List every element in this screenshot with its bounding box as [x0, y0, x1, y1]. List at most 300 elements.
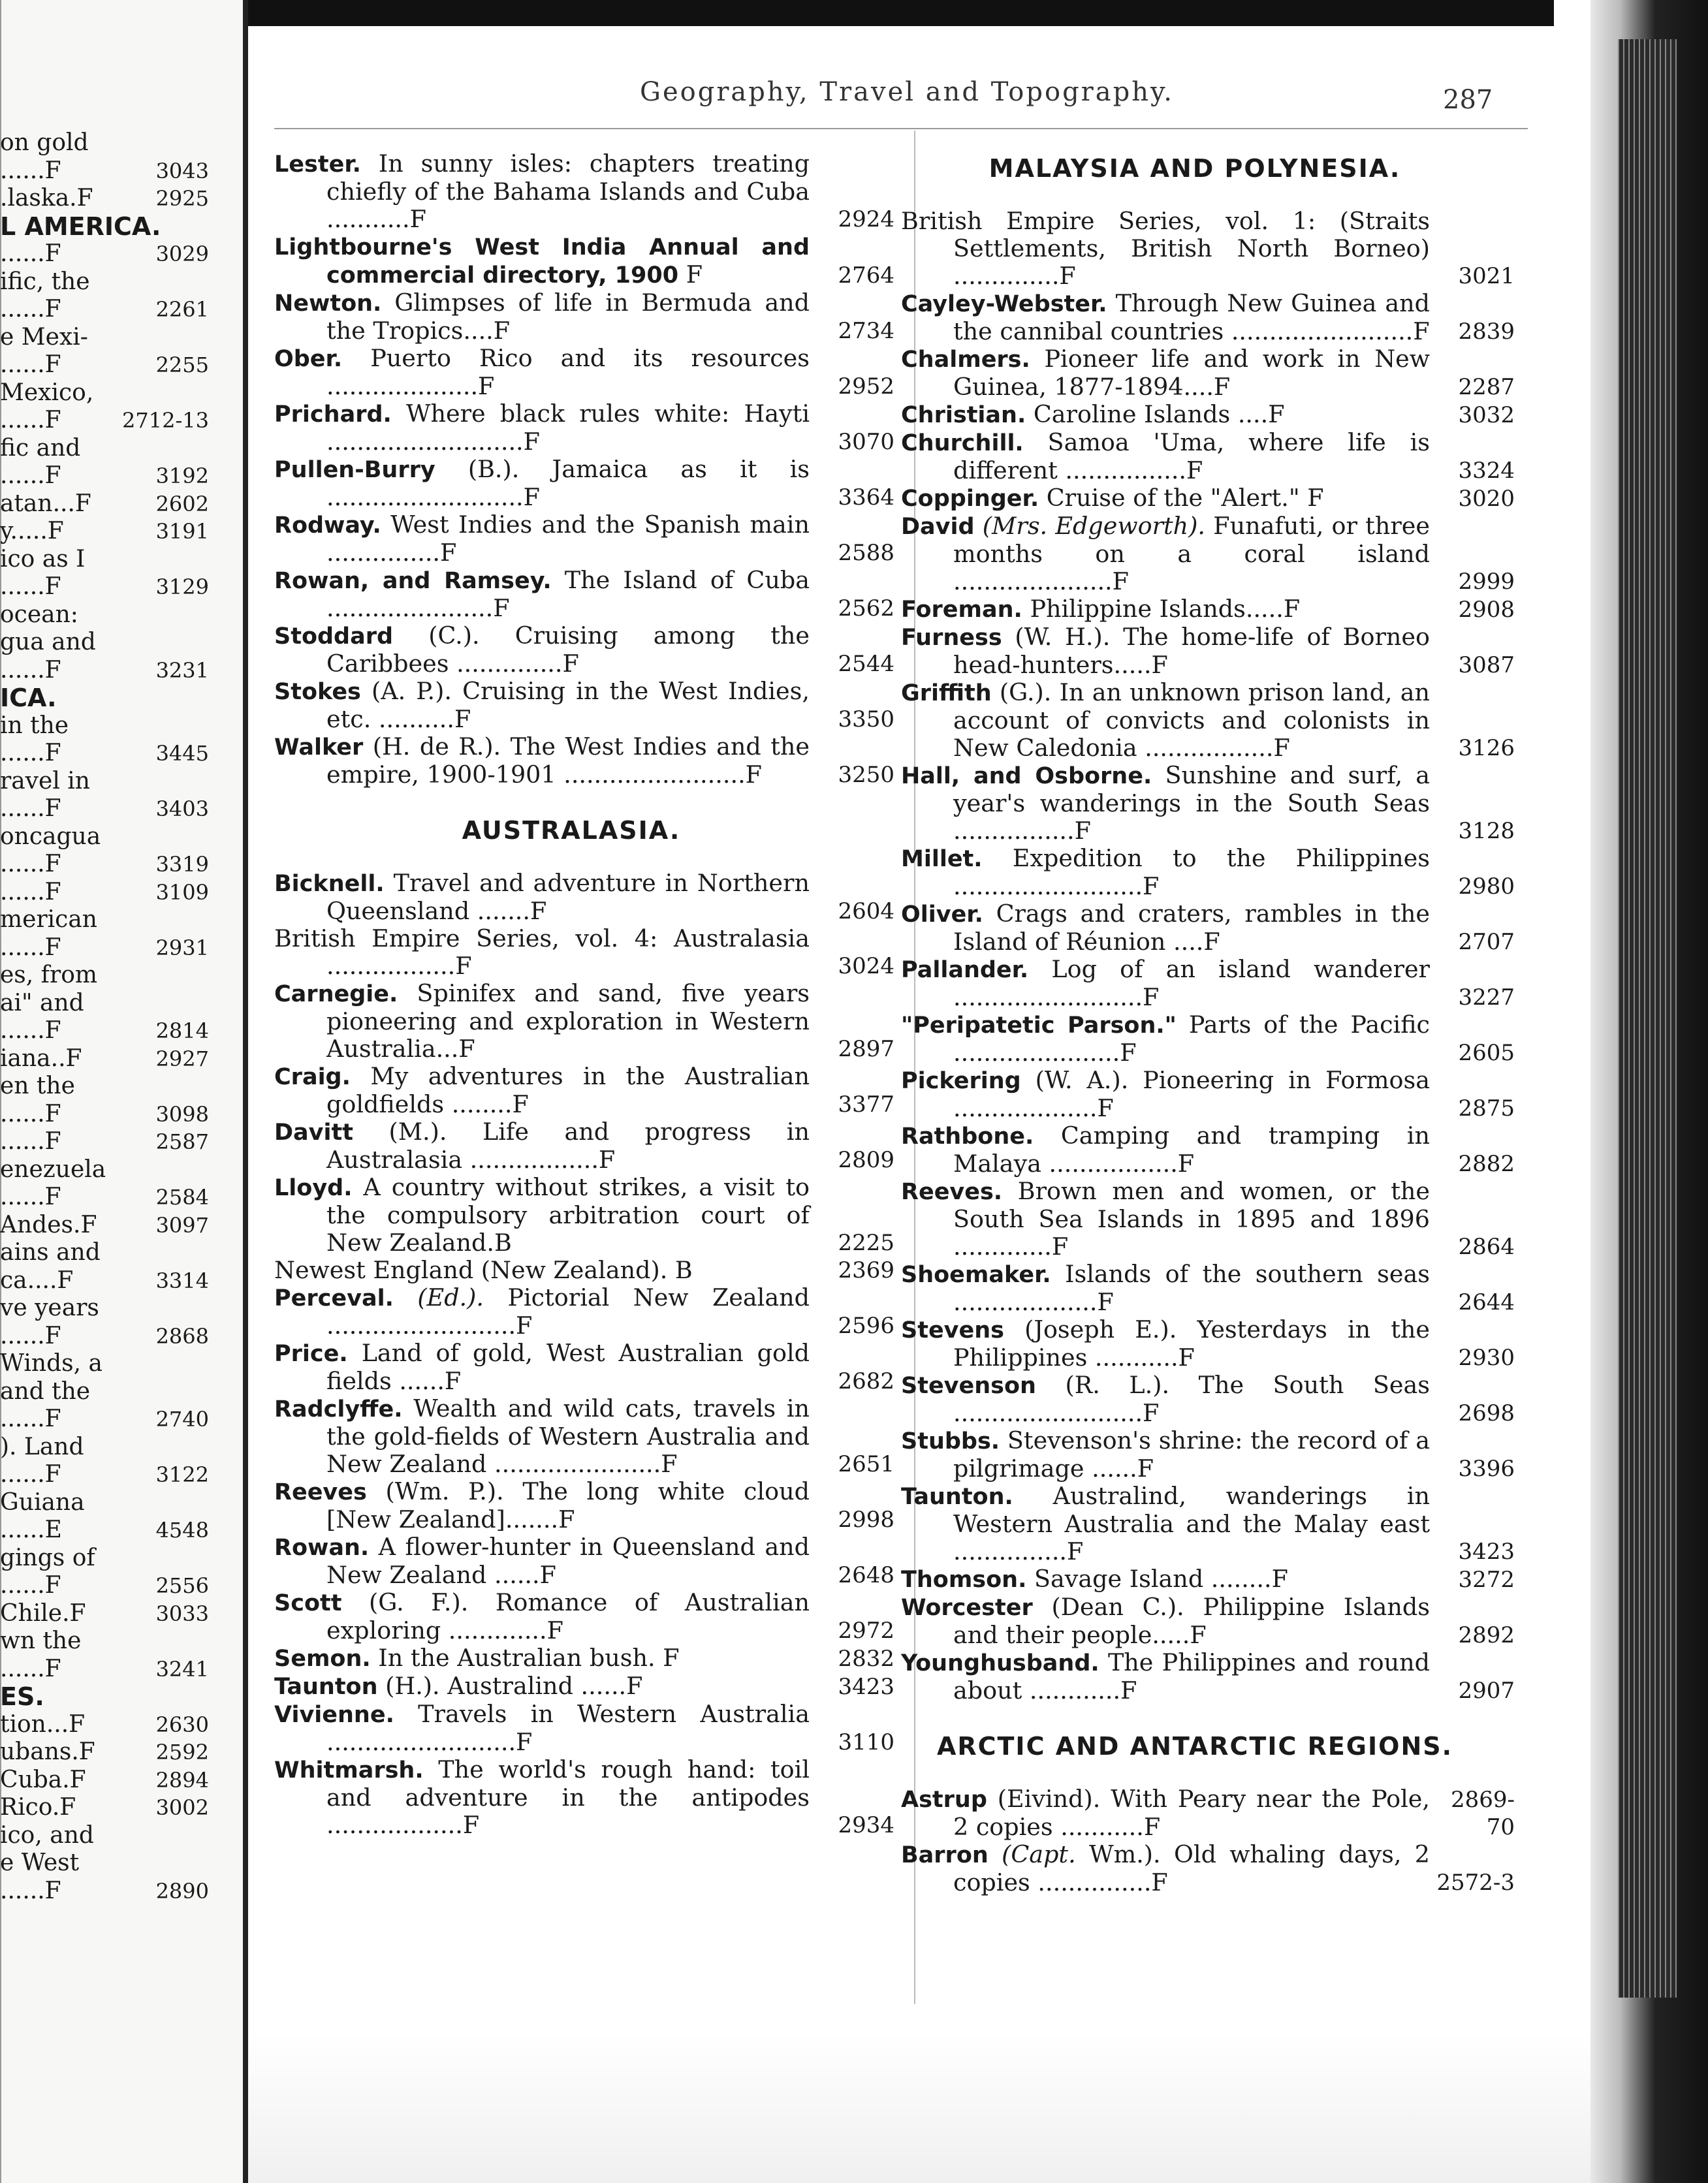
left-row-text: en the [0, 1073, 75, 1099]
left-page-row [0, 1488, 222, 1518]
entry-number: 2999 [1458, 569, 1515, 595]
page-bottom-shade [248, 2033, 1593, 2183]
left-row-text: gua and [0, 629, 96, 655]
left-page-row [0, 711, 222, 741]
left-page-row [0, 1432, 222, 1462]
entry-text: Caroline Islands ....F [1026, 400, 1285, 428]
entry-italic: (Mrs. Edgeworth). [982, 512, 1206, 540]
entry-author: Shoemaker. [901, 1262, 1051, 1288]
left-row-text: fic and [0, 434, 81, 462]
entry-text: A flower-hunter in Queensland and New Zealand ......F [326, 1533, 810, 1589]
entry-author: Newton. [274, 291, 382, 317]
left-row-text: ......F [0, 1406, 61, 1432]
header-rule [274, 128, 1528, 129]
left-row-text: ve years [0, 1295, 99, 1321]
entry-author: Whitmarsh. [274, 1757, 424, 1783]
left-page-row [0, 1876, 222, 1906]
left-page-row [0, 1127, 222, 1157]
entry-text: Expedition to the Philippines .........................F [953, 844, 1430, 900]
catalog-entry [901, 1483, 1515, 1565]
entry-author: Barron [901, 1842, 988, 1868]
entry-text: (G. F.). Romance of Australian exploring .............F [326, 1588, 810, 1644]
catalog-entry [274, 150, 894, 233]
left-row-text: ......F [0, 351, 61, 378]
entry-number: 3350 [838, 706, 894, 732]
left-row-text: Guiana [0, 1488, 85, 1516]
left-row-text: tion...F [0, 1710, 86, 1738]
entry-number: 2588 [838, 540, 894, 566]
entry-author: Chalmers. [901, 347, 1030, 373]
left-row-text: L AMERICA. [0, 212, 161, 241]
left-row-text: es, from [0, 962, 98, 988]
left-page-row [0, 1293, 222, 1323]
left-row-text: ......F [0, 157, 61, 184]
left-row-text: ......F [0, 1128, 61, 1155]
entry-author: Stubbs. [901, 1428, 1000, 1454]
left-row-number: 3109 [155, 879, 209, 905]
entry-number: 3021 [1458, 263, 1515, 289]
entry-number: 3272 [1458, 1567, 1515, 1593]
catalog-entry [274, 1257, 894, 1284]
left-row-text: ......F [0, 1017, 61, 1044]
left-page-row [0, 766, 222, 796]
left-row-text: iana..F [0, 1044, 82, 1072]
entry-author: Carnegie. [274, 981, 398, 1007]
left-page-row [0, 1460, 222, 1490]
entry-text: Land of gold, West Australian gold fields ......F [326, 1339, 810, 1395]
left-row-text: in the [0, 712, 69, 739]
entry-text: Travel and adventure in Northern Queensland .......F [326, 869, 810, 925]
entry-author: Stoddard [274, 623, 394, 650]
entry-number: 3423 [838, 1674, 894, 1700]
entry-author: Pallander. [901, 957, 1029, 983]
entry-number: 2839 [1458, 319, 1515, 345]
left-page-row [0, 627, 222, 657]
entry-text: Camping and tramping in Malaya .................F [953, 1122, 1430, 1178]
entry-author: Lester. [274, 151, 361, 178]
left-row-number: 3231 [155, 657, 209, 683]
left-row-number: 2925 [155, 186, 209, 211]
entry-text: Samoa 'Uma, where life is different ................F [953, 428, 1430, 484]
entry-author: Ober. [274, 346, 343, 372]
left-row-text: ains and [0, 1239, 101, 1266]
entry-text: Spinifex and sand, five years pioneering and exploration in Western Australia...F [326, 979, 810, 1063]
entry-author: David [901, 514, 975, 540]
entry-number: 3110 [838, 1729, 894, 1755]
section-title-malaysia: MALAYSIA AND POLYNESIA. [988, 154, 1401, 183]
entry-number: 3364 [838, 484, 894, 510]
entry-text: Savage Island ........F [1026, 1565, 1288, 1593]
catalog-entry [901, 1372, 1515, 1427]
entry-number: 2734 [838, 318, 894, 344]
catalog-entry [274, 925, 894, 980]
catalog-entry [901, 484, 1515, 512]
left-page-row [0, 738, 222, 768]
catalog-entry [901, 845, 1515, 900]
catalog-entry [274, 870, 894, 925]
entry-text: (Wm. P.). The long white cloud [New Zealand].......F [326, 1477, 810, 1533]
catalog-entry [274, 1644, 894, 1673]
entry-number: 2908 [1458, 597, 1515, 623]
left-row-text: ICA. [0, 683, 57, 712]
entry-text: (Dean C.). Philippine Islands and their people.....F [953, 1593, 1430, 1649]
left-row-number: 2556 [155, 1573, 209, 1598]
entry-number: 3020 [1458, 486, 1515, 512]
running-title: Geography, Travel and Topography. [640, 77, 1175, 107]
left-row-text: ......F [0, 240, 61, 267]
left-row-text: ubans.F [0, 1738, 95, 1765]
left-row-text: ......F [0, 656, 61, 683]
entry-text: The Philippines and round about ............F [953, 1648, 1430, 1704]
left-page-row [0, 405, 222, 435]
entry-number: 2605 [1458, 1040, 1515, 1066]
catalog-entry [274, 233, 894, 289]
australasia-entries [274, 870, 894, 1839]
catalog-entry [901, 1565, 1515, 1594]
left-row-text: oncagua [0, 823, 101, 850]
left-row-text: ico, and [0, 1821, 94, 1849]
left-row-text: ......F [0, 1322, 61, 1349]
entry-author: Stevens [901, 1317, 1004, 1343]
left-row-number: 3314 [155, 1268, 209, 1293]
catalog-entry [901, 900, 1515, 956]
left-row-text: ......F [0, 1572, 61, 1599]
catalog-entry [274, 1063, 894, 1118]
left-page-row [0, 849, 222, 879]
catalog-entry [274, 345, 894, 400]
left-row-text: ca....F [0, 1266, 74, 1294]
left-row-text: ES. [0, 1682, 44, 1711]
entry-author: Rowan, and Ramsey. [274, 568, 552, 594]
entry-number: 3250 [838, 762, 894, 788]
left-row-text: ......F [0, 1877, 61, 1904]
entry-number: 3377 [838, 1092, 894, 1118]
catalog-entry [274, 622, 894, 678]
entry-italic: (Ed.). [417, 1283, 484, 1311]
left-page-row [0, 1349, 222, 1379]
left-page-row [0, 322, 222, 353]
entry-text: Puerto Rico and its resources ....................F [326, 344, 810, 400]
left-row-text: y.....F [0, 518, 64, 544]
left-row-number: 2712-13 [122, 408, 209, 433]
catalog-entry [274, 1395, 894, 1478]
left-page-row [0, 1765, 222, 1795]
page-number: 287 [1443, 85, 1493, 115]
entry-number: 2998 [838, 1507, 894, 1533]
entry-number: 2648 [838, 1562, 894, 1588]
entry-text: (C.). Cruising among the Caribbees ..............F [326, 621, 810, 678]
entry-number: 3087 [1458, 652, 1515, 678]
left-page-row [0, 1682, 222, 1712]
entry-author: "Peripatetic Parson." [901, 1013, 1177, 1039]
left-page-row [0, 655, 222, 685]
entry-number: 2952 [838, 373, 894, 400]
left-page-row [0, 1238, 222, 1268]
entry-italic: (Capt. [1002, 1840, 1076, 1868]
entry-number: 2832 [838, 1646, 894, 1672]
left-row-text: ......F [0, 878, 61, 905]
left-page-row [0, 1515, 222, 1545]
entry-number: 3324 [1458, 458, 1515, 484]
entry-author: Rodway. [274, 512, 381, 539]
left-row-text: Chile.F [0, 1599, 86, 1627]
left-page-row [0, 516, 222, 546]
entry-text: (W. A.). Pioneering in Formosa ...................F [953, 1066, 1430, 1122]
entry-text: Brown men and women, or the South Sea Islands in 1895 and 1896 .............F [953, 1177, 1430, 1261]
entry-author: Stevenson [901, 1373, 1036, 1399]
left-row-number: 2261 [155, 297, 209, 322]
entry-number: 2604 [838, 898, 894, 924]
catalog-entry [274, 1701, 894, 1756]
catalog-entry [901, 290, 1515, 345]
catalog-entry [901, 1316, 1515, 1372]
entry-author: Perceval. [274, 1285, 394, 1311]
left-row-number: 2602 [155, 491, 209, 516]
left-page-row [0, 822, 222, 852]
left-page-row [0, 1016, 222, 1046]
entry-number: 2869-70 [1450, 1787, 1515, 1840]
left-row-number: 2890 [155, 1878, 209, 1904]
left-page-row [0, 1321, 222, 1351]
left-row-number: 3122 [155, 1462, 209, 1487]
entry-number: 2907 [1458, 1678, 1515, 1704]
left-page-row [0, 350, 222, 380]
left-page-row [0, 1044, 222, 1074]
left-page-row [0, 1377, 222, 1407]
catalog-entry [274, 1284, 894, 1340]
middle-entries [274, 150, 894, 789]
entry-author: Pullen-Burry [274, 457, 435, 483]
left-row-text: enezuela [0, 1155, 106, 1183]
entry-number: 3396 [1458, 1456, 1515, 1482]
entry-text: Through New Guinea and the cannibal countries ........................F [953, 289, 1430, 345]
catalog-entry [901, 1122, 1515, 1178]
left-row-text: .laska.F [0, 185, 93, 212]
left-row-text: ......F [0, 851, 61, 877]
left-row-number: 2584 [155, 1185, 209, 1210]
entry-author: Younghusband. [901, 1650, 1099, 1676]
entry-text: Philippine Islands.....F [1022, 595, 1301, 623]
entry-author: Scott [274, 1590, 342, 1616]
entry-author: Astrup [901, 1787, 987, 1813]
left-page-row [0, 1182, 222, 1212]
entry-number: 3128 [1458, 818, 1515, 844]
left-row-number: 2868 [155, 1323, 209, 1349]
entry-text: Wm.). Old whaling days, 2 copies ...............F [953, 1840, 1431, 1896]
left-row-number: 4548 [155, 1518, 209, 1543]
entry-author: Reeves [274, 1479, 367, 1505]
entry-author: Bicknell. [274, 871, 385, 897]
entry-text: F [678, 260, 703, 289]
entry-text: Travels in Western Australia .........................F [326, 1700, 810, 1756]
entry-author: Davitt [274, 1120, 353, 1146]
entry-number: 2764 [838, 262, 894, 289]
entry-author: Stokes [274, 679, 361, 705]
entry-number: 2892 [1458, 1622, 1515, 1648]
left-page-row [0, 433, 222, 463]
entry-text: My adventures in the Australian goldfields ........F [326, 1062, 810, 1118]
entry-text: (W. H.). The home-life of Borneo head-hunters.....F [953, 623, 1430, 679]
entry-author: Thomson. [901, 1567, 1027, 1593]
entry-author: Christian. [901, 402, 1026, 428]
entry-number: 2882 [1458, 1151, 1515, 1177]
left-page-row [0, 1210, 222, 1240]
left-row-text: wn the [0, 1627, 82, 1654]
left-row-number: 3097 [155, 1212, 209, 1238]
catalog-entry [274, 1174, 894, 1257]
left-page-row [0, 1626, 222, 1656]
entry-author: Rowan. [274, 1535, 370, 1561]
entry-number: 2544 [838, 651, 894, 677]
entry-author: Furness [901, 625, 1002, 651]
entry-number: 2897 [838, 1036, 894, 1062]
entry-text: Glimpses of life in Bermuda and the Tropics....F [326, 289, 810, 345]
entry-author: Oliver. [901, 902, 983, 928]
entry-number: 2930 [1458, 1345, 1515, 1371]
catalog-entry [274, 678, 894, 733]
entry-number: 3024 [838, 953, 894, 979]
left-page-row [0, 489, 222, 519]
left-page-row [0, 683, 222, 713]
entry-text: (M.). Life and progress in Australasia .................F [326, 1118, 810, 1174]
left-page-row [0, 988, 222, 1018]
entry-text: In the Australian bush. F [370, 1644, 680, 1672]
left-row-number: 3029 [155, 242, 209, 266]
left-row-number: 2587 [155, 1129, 209, 1154]
left-row-text: ......F [0, 573, 61, 600]
entry-author: Pickering [901, 1068, 1021, 1094]
entry-number: 2809 [838, 1147, 894, 1173]
left-row-text: ai" and [0, 989, 84, 1016]
left-row-text: atan...F [0, 490, 91, 517]
entry-author: Walker [274, 734, 364, 761]
entry-author: Cayley-Webster. [901, 291, 1107, 317]
catalog-entry [901, 429, 1515, 484]
entry-author: Rathbone. [901, 1123, 1034, 1150]
entry-author: Lightbourne's West India Annual and commercial directory, 1900 [274, 234, 810, 289]
entry-number: 2644 [1458, 1289, 1515, 1315]
entry-author: Lloyd. [274, 1175, 353, 1201]
left-row-number: 3129 [155, 574, 209, 599]
entry-text: (R. L.). The South Seas .........................F [953, 1371, 1430, 1427]
left-row-number: 2740 [155, 1407, 209, 1432]
catalog-entry [901, 1785, 1515, 1841]
catalog-entry [901, 623, 1515, 679]
entry-number: 3070 [838, 429, 894, 455]
left-page-row [0, 461, 222, 491]
left-page-row [0, 267, 222, 297]
entry-text: Log of an island wanderer .........................F [953, 955, 1430, 1011]
left-page-row [0, 905, 222, 935]
left-row-text: Mexico, [0, 379, 94, 406]
catalog-entry [274, 733, 894, 789]
left-page-row [0, 1654, 222, 1684]
entry-text: Newest England (New Zealand). B [274, 1256, 693, 1284]
left-row-text: e West [0, 1849, 80, 1876]
entry-number: 2924 [838, 206, 894, 232]
catalog-entry [274, 289, 894, 345]
left-page-row [0, 1071, 222, 1101]
entry-number: 2562 [838, 595, 894, 621]
catalog-entry [274, 1589, 894, 1644]
entry-text: In sunny isles: chapters treating chiefly of the Bahama Islands and Cuba ...........F [326, 149, 810, 233]
catalog-entry [274, 980, 894, 1063]
left-page-row [0, 1266, 222, 1296]
left-page-row [0, 544, 222, 574]
entry-author: Millet. [901, 846, 983, 872]
left-row-text: e Mexi- [0, 323, 88, 351]
left-row-text: ......F [0, 1100, 61, 1127]
entry-author: Foreman. [901, 597, 1022, 623]
catalog-entry [901, 401, 1515, 429]
catalog-entry [901, 1067, 1515, 1122]
entry-text: Pictorial New Zealand .........................F [326, 1283, 810, 1340]
catalog-entry [274, 456, 894, 511]
left-row-number: 2927 [155, 1046, 209, 1071]
entry-number: 2596 [838, 1313, 894, 1339]
entry-text: Wealth and wild cats, travels in the gold-fields of Western Australia and New Zealand ......................F [326, 1394, 810, 1478]
left-row-number: 3191 [155, 519, 209, 544]
entry-text: (H. de R.). The West Indies and the empire, 1900-1901 ........................F [326, 732, 810, 789]
entry-text: (B.). Jamaica as it is ..........................F [326, 455, 810, 511]
left-row-number: 3403 [155, 796, 209, 821]
catalog-entry [901, 956, 1515, 1011]
catalog-entry [274, 511, 894, 567]
catalog-entry [901, 512, 1515, 595]
entry-number: 2287 [1458, 374, 1515, 400]
entry-author: Hall, and Osborne. [901, 763, 1152, 789]
left-row-number: 3241 [155, 1656, 209, 1682]
entry-text: Funafuti, or three months on a coral island .....................F [953, 512, 1431, 595]
catalog-entry [274, 567, 894, 622]
entry-number: 2934 [838, 1812, 894, 1838]
left-page-row [0, 183, 222, 213]
left-row-text: ......F [0, 1655, 61, 1682]
catalog-entry [901, 1011, 1515, 1067]
left-page-row [0, 1404, 222, 1434]
entry-number: 2980 [1458, 873, 1515, 900]
left-row-text: and the [0, 1377, 91, 1405]
entry-author: Taunton. [901, 1484, 1013, 1510]
entry-number: 2707 [1458, 929, 1515, 955]
left-page-row [0, 1710, 222, 1740]
entry-author: Radclyffe. [274, 1396, 403, 1422]
entry-number: 2225 [838, 1230, 894, 1256]
entry-number: 2369 [838, 1257, 894, 1283]
left-page-row [0, 1099, 222, 1129]
entry-number: 2682 [838, 1368, 894, 1394]
scan-top-shadow [248, 0, 1554, 26]
entry-text: British Empire Series, vol. 1: (Straits Settlements, British North Borneo) ..............F [901, 207, 1430, 290]
left-row-text: ico as I [0, 545, 86, 573]
left-page-row [0, 572, 222, 602]
left-page-row [0, 156, 222, 186]
left-row-number: 2255 [155, 353, 209, 377]
left-page-row [0, 239, 222, 269]
left-page-row [0, 378, 222, 408]
left-row-text: ......F [0, 795, 61, 822]
left-row-number: 3098 [155, 1101, 209, 1127]
catalog-entry [901, 1841, 1515, 1896]
entry-text: The world's rough hand: toil and adventure in the antipodes ..................F [326, 1755, 810, 1839]
entry-number: 3032 [1458, 402, 1515, 428]
entry-text: Islands of the southern seas ...................F [953, 1260, 1430, 1316]
left-page-row [0, 1821, 222, 1851]
left-row-text: ......F [0, 1184, 61, 1210]
entry-number: 2875 [1458, 1095, 1515, 1122]
entry-text: Pioneer life and work in New Guinea, 1877-1894....F [953, 345, 1430, 401]
left-row-text: Cuba.F [0, 1766, 86, 1793]
